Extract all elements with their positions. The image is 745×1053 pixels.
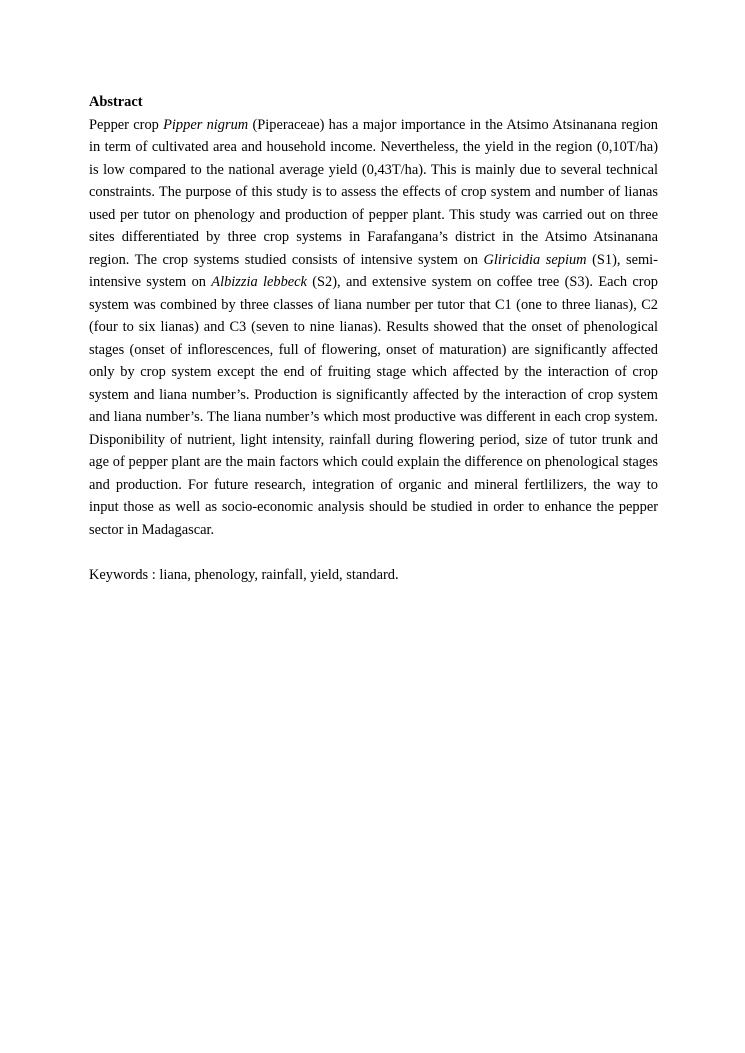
abstract-text-segment: (S1), semi-intensive system on — [89, 251, 658, 290]
abstract-species-name: Albizzia lebbeck — [211, 274, 307, 290]
abstract-text-segment: (Piperaceae) has a major importance in the Atsimo Atsinanana region in term of cultivated area and household income. Nevertheless, the yield in the region (0,10T/ha) is low compared to the national average yield (0,43T/ha). This is mainly due to several technical constraints. The purpose of this study is to assess the effects of crop system and number of lianas used per tutor on phenology and production of pepper plant. This study was carried out on three sites differentiated by three crop systems in Farafangana’s district in the Atsimo Atsinanana region. The crop systems studied consists of intensive system on — [89, 116, 658, 268]
abstract-text-segment: (S2), and extensive system on coffee tree (S3). Each crop system was combined by three classes of liana number per tutor that C1 (one to three lianas), C2 (four to six lianas) and C3 (seven to nine lianas). Results showed that the onset of phenological stages (onset of inflorescences, full of flowering, onset of maturation) are significantly affected only by crop system except the end of fruiting stage which affected by the interaction of crop system and liana number’s. Production is significantly affected by the interaction of crop system and liana number’s. The liana number’s which most productive was different in each crop system. Disponibility of nutrient, light intensity, rainfall during flowering period, size of tutor trunk and age of pepper plant are the main factors which could explain the difference on phenological stages and production. For future research, integration of organic and mineral fertlilizers, the way to input those as well as socio-economic analysis should be studied in order to enhance the pepper sector in Madagascar. — [89, 274, 658, 538]
abstract-text-segment: Pepper crop — [89, 116, 164, 133]
abstract-heading: Abstract — [89, 94, 143, 110]
keywords-line: Keywords : liana, phenology, rainfall, yield, standard. — [89, 566, 399, 583]
abstract-species-name: Gliricidia sepium — [483, 251, 587, 268]
abstract-species-name: Pipper nigrum — [163, 116, 249, 133]
document-page — [89, 91, 658, 586]
abstract-body — [89, 114, 658, 542]
